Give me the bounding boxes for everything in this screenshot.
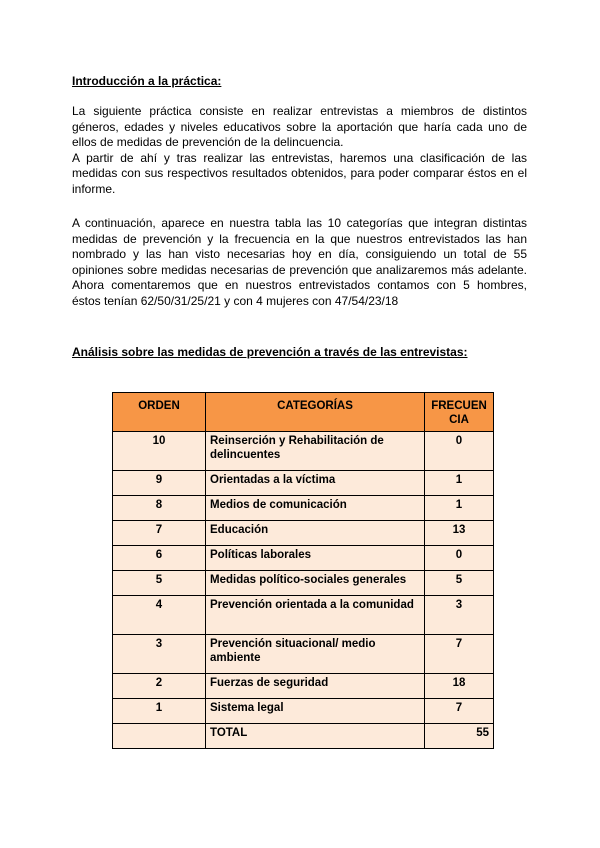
cell-categoria: Políticas laborales xyxy=(206,546,425,571)
cell-categoria: Educación xyxy=(206,521,425,546)
cell-orden: 4 xyxy=(113,596,206,635)
header-frecuencia xyxy=(425,393,494,432)
cell-frecuencia: 13 xyxy=(425,521,494,546)
cell-categoria: Sistema legal xyxy=(206,699,425,724)
text-line: medidas con sus respectivos resultados obtenidos, para poder comparar éstos en el xyxy=(72,166,527,180)
cell-frecuencia: 1 xyxy=(425,471,494,496)
cell-orden: 10 xyxy=(113,432,206,471)
cell-orden: 5 xyxy=(113,571,206,596)
prevention-table xyxy=(112,392,494,749)
cell-categoria: Medidas político-sociales generales xyxy=(206,571,425,596)
cell-frecuencia: 3 xyxy=(425,596,494,635)
header-frecuencia-line2: CIA xyxy=(449,414,469,426)
text-line: nombrado y las han visto necesarias hoy en día, consiguiendo un total de 55 xyxy=(72,247,527,261)
text-line: éstos tenían 62/50/31/25/21 y con 4 mujeres con 47/54/23/18 xyxy=(72,293,399,308)
cell-frecuencia: 0 xyxy=(425,432,494,471)
cell-categoria: Orientadas a la víctima xyxy=(206,471,425,496)
cell-frecuencia: 0 xyxy=(425,546,494,571)
cell-frecuencia: 7 xyxy=(425,635,494,674)
analysis-heading: Análisis sobre las medidas de prevención a través de las entrevistas: xyxy=(72,345,468,359)
cell-frecuencia: 5 xyxy=(425,571,494,596)
intro-paragraph-2 xyxy=(72,216,527,309)
table-row xyxy=(113,432,494,471)
intro-paragraph-1 xyxy=(72,104,527,197)
text-line: medidas de prevención y la frecuencia en la que nuestros entrevistados las han xyxy=(72,231,527,246)
cell-empty xyxy=(113,724,206,749)
cell-orden: 2 xyxy=(113,674,206,699)
table-row xyxy=(113,635,494,674)
cell-orden: 1 xyxy=(113,699,206,724)
table-row xyxy=(113,699,494,724)
table-row xyxy=(113,596,494,635)
text-line: opiniones sobre medidas necesarias de prevención que analizaremos más adelante. xyxy=(72,262,527,277)
table-row xyxy=(113,571,494,596)
total-label: TOTAL xyxy=(206,724,425,749)
cell-orden: 6 xyxy=(113,546,206,571)
table-total-row xyxy=(113,724,494,749)
table-row xyxy=(113,496,494,521)
table-row xyxy=(113,471,494,496)
cell-categoria: Medios de comunicación xyxy=(206,496,425,521)
text-line: A partir de ahí y tras realizar las entrevistas, haremos una clasificación de las xyxy=(72,150,527,165)
cell-orden: 8 xyxy=(113,496,206,521)
cell-categoria: Fuerzas de seguridad xyxy=(206,674,425,699)
cell-categoria: Reinserción y Rehabilitación de delincuentes xyxy=(206,432,425,471)
table-header-row xyxy=(113,393,494,432)
cell-orden: 7 xyxy=(113,521,206,546)
text-line: Ahora comentaremos que en nuestros entrevistados contamos con 5 hombres, xyxy=(72,278,527,292)
cell-frecuencia: 1 xyxy=(425,496,494,521)
header-orden: ORDEN xyxy=(113,393,206,432)
cell-frecuencia: 18 xyxy=(425,674,494,699)
header-categorias: CATEGORÍAS xyxy=(206,393,425,432)
total-value: 55 xyxy=(425,724,494,749)
text-line: A continuación, aparece en nuestra tabla las 10 categorías que integran distintas xyxy=(72,216,527,230)
table-row xyxy=(113,546,494,571)
text-line: ellos de medidas de prevención de la delincuencia. xyxy=(72,135,344,149)
table-row xyxy=(113,674,494,699)
cell-orden: 3 xyxy=(113,635,206,674)
text-line: informe. xyxy=(72,181,116,196)
intro-heading: Introducción a la práctica: xyxy=(72,74,222,88)
cell-categoria: Prevención orientada a la comunidad xyxy=(206,596,425,635)
cell-categoria: Prevención situacional/ medio ambiente xyxy=(206,635,425,674)
header-frecuencia-line1: FRECUEN xyxy=(431,400,487,412)
cell-frecuencia: 7 xyxy=(425,699,494,724)
cell-orden: 9 xyxy=(113,471,206,496)
text-line: La siguiente práctica consiste en realizar entrevistas a miembros de distintos xyxy=(72,104,527,118)
table-row xyxy=(113,521,494,546)
text-line: géneros, edades y niveles educativos sobre la aportación que haría cada uno de xyxy=(72,119,527,134)
